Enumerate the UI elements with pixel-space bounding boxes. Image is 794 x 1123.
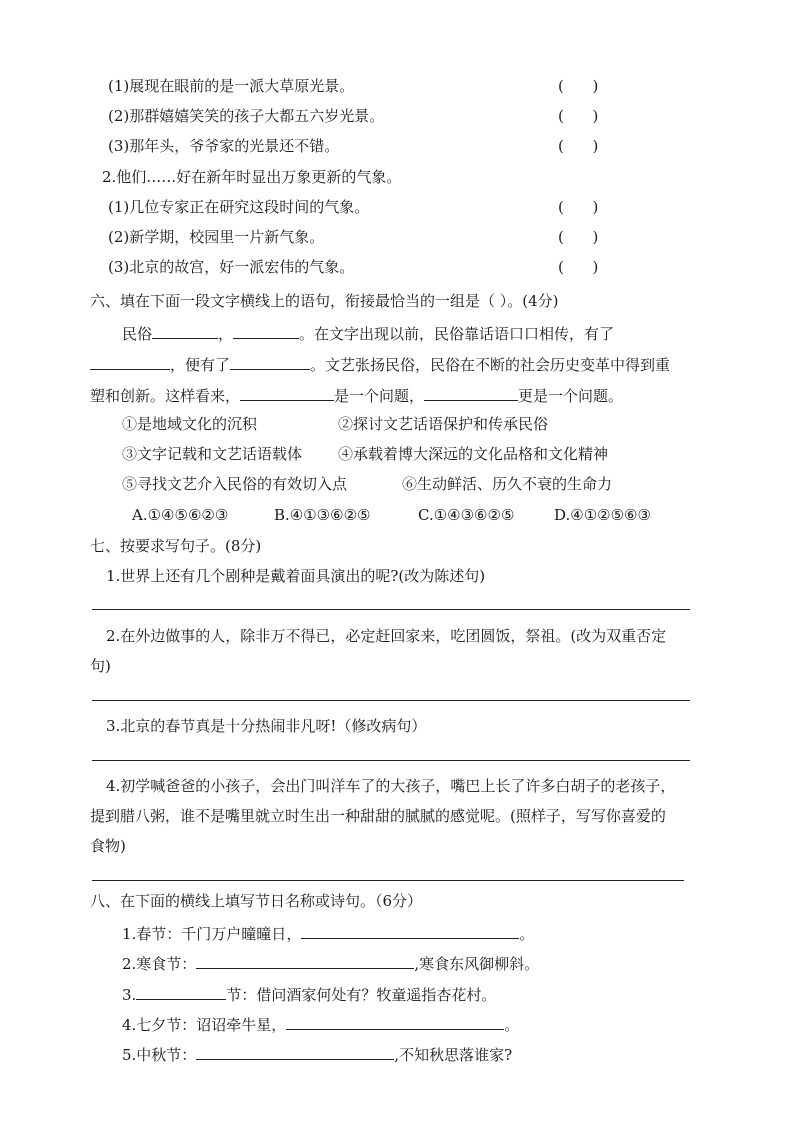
text: ,寒食东风御柳斜。: [414, 955, 540, 973]
blank[interactable]: [196, 1043, 394, 1060]
s7-question-3: 3.北京的春节真是十分热闹非凡呀!（修改病句）: [106, 717, 427, 735]
s6-option-2: ②探讨文艺话语保护和传承民俗: [338, 415, 549, 433]
text: ,不知秋思落谁家?: [394, 1046, 513, 1064]
s5-item2-2: (2)新学期，校园里一片新气象。: [108, 228, 325, 246]
s5-item-3: (3)那年头，爷爷家的光景还不错。: [108, 137, 340, 155]
text: 。在文字出现以前，民俗靠话语口口相传，有了: [299, 325, 615, 343]
text: 节：借问酒家何处有？牧童遥指杏花村。: [226, 986, 497, 1004]
choice-d[interactable]: D.④①②⑤⑥③: [554, 506, 651, 524]
section-6-title: 六、填在下面一段文字横线上的语句，衔接最恰当的一组是（ ）。(4分): [90, 292, 559, 310]
blank[interactable]: [424, 384, 518, 401]
s5-question-2: 2.他们……好在新年时显出万象更新的气象。: [102, 168, 402, 186]
text: 塑和创新。这样看来，: [90, 387, 241, 405]
s5-item2-3: (3)北京的故宫，好一派宏伟的气象。: [108, 258, 355, 276]
text: 。: [504, 1016, 520, 1034]
s8-line-1: [122, 922, 534, 944]
s7-question-2-cont: 句): [90, 657, 111, 675]
s7-question-4-cont: 提到腊八粥，谁不是嘴里就立时生出一种甜甜的腻腻的感觉呢。(照样子，写写你喜爱的: [90, 807, 666, 825]
blank[interactable]: [286, 1013, 504, 1030]
text: ，: [218, 325, 234, 343]
choice-c[interactable]: C.①④③⑥②⑤: [418, 506, 515, 524]
text: 。文艺张扬民俗，民俗在不断的社会历史变革中得到重: [310, 356, 671, 374]
text: 3.: [122, 986, 137, 1004]
s8-line-4: [122, 1013, 519, 1035]
answer-paren[interactable]: ( ): [558, 198, 599, 216]
s7-question-4: 4.初学喊爸爸的小孩子，会出门叫洋车了的大孩子，嘴巴上长了许多白胡子的老孩子，: [106, 777, 676, 795]
s6-option-1: ①是地域文化的沉积: [122, 415, 258, 433]
s5-item-1: (1)展现在眼前的是一派大草原光景。: [108, 77, 355, 95]
text: ，便有了: [170, 356, 231, 374]
blank[interactable]: [136, 983, 226, 1000]
s8-line-5: [122, 1043, 512, 1065]
answer-paren[interactable]: ( ): [558, 137, 599, 155]
s6-option-5: ⑤寻找文艺介入民俗的有效切入点: [122, 475, 348, 493]
text: 。: [519, 925, 535, 943]
s6-paragraph-line-2: [90, 353, 670, 375]
blank[interactable]: [233, 322, 299, 339]
s6-option-6: ⑥生动鲜活、历久不衰的生命力: [402, 475, 613, 493]
answer-paren[interactable]: ( ): [558, 258, 599, 276]
s8-line-3: [122, 983, 496, 1005]
text: 是一个问题，: [334, 387, 425, 405]
text: 更是一个问题。: [518, 387, 624, 405]
blank[interactable]: [196, 952, 414, 969]
blank[interactable]: [152, 322, 218, 339]
text: 1.春节：千门万户曈曈日，: [122, 925, 302, 943]
section-7-title: 七、按要求写句子。(8分): [90, 537, 262, 555]
text: 4.七夕节：诏诏牵牛星，: [122, 1016, 287, 1034]
choice-a[interactable]: A.①④⑤⑥②③: [132, 506, 229, 524]
answer-line[interactable]: [92, 880, 684, 881]
section-8-title: 八、在下面的横线上填写节日名称或诗句。（6分）: [90, 892, 423, 910]
blank[interactable]: [230, 353, 310, 370]
text: 2.寒食节：: [122, 955, 197, 973]
s7-question-4-cont: 食物): [90, 837, 126, 855]
blank[interactable]: [301, 922, 519, 939]
text: 5.中秋节：: [122, 1046, 197, 1064]
s6-paragraph-line-1: [122, 322, 614, 344]
blank[interactable]: [240, 384, 334, 401]
answer-paren[interactable]: ( ): [558, 77, 599, 95]
answer-line[interactable]: [92, 760, 690, 761]
answer-line[interactable]: [92, 609, 690, 610]
s6-option-4: ④承载着博大深远的文化品格和文化精神: [338, 445, 609, 463]
answer-line[interactable]: [92, 700, 690, 701]
choice-b[interactable]: B.④①③⑥②⑤: [274, 506, 371, 524]
text: 民俗: [122, 325, 153, 343]
s8-line-2: [122, 952, 539, 974]
answer-paren[interactable]: ( ): [558, 228, 599, 246]
s7-question-2: 2.在外边做事的人，除非万不得已，必定赶回家来，吃团圆饭，祭祖。(改为双重否定: [106, 627, 667, 645]
s6-option-3: ③文字记载和文艺话语载体: [122, 445, 303, 463]
s7-question-1: 1.世界上还有几个剧种是戴着面具演出的呢?(改为陈述句): [106, 567, 486, 585]
s6-paragraph-line-3: [90, 384, 623, 406]
blank[interactable]: [90, 353, 170, 370]
s5-item-2: (2)那群嬉嬉笑笑的孩子大都五六岁光景。: [108, 107, 385, 125]
answer-paren[interactable]: ( ): [558, 107, 599, 125]
s5-item2-1: (1)几位专家正在研究这段时间的气象。: [108, 198, 370, 216]
